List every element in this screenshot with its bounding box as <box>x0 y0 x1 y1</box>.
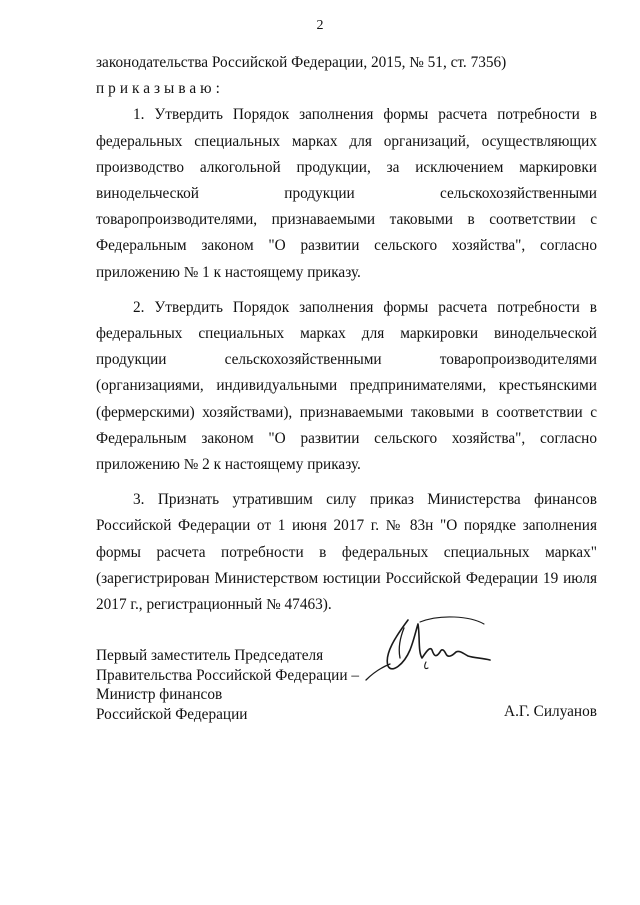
document-body <box>96 50 597 618</box>
page-number: 2 <box>316 18 324 33</box>
signatory-title <box>96 646 359 724</box>
order-word: приказываю: <box>96 80 224 98</box>
handwritten-signature <box>360 608 510 688</box>
signatory-title-line-2: Правительства Российской Федерации – <box>96 666 360 684</box>
intro-line: законодательства Российской Федерации, 2015, № 51, ст. 7356) <box>96 54 507 71</box>
signatory-title-line-3: Министр финансов <box>96 686 223 703</box>
order-item-2: 2. Утвердить Порядок заполнения формы расчета потребности в федеральных специальных марках для маркировки винодельческой продукции сельскохозяйственными товаропроизводителями (организациями, индивидуальными предпринимателями, крестьянскими (фермерскими) хозяйствами), признаваемыми таковыми в соответствии с Федеральным законом "О развитии сельского хозяйства", согласно приложению № 2 к настоящему приказу. <box>96 298 597 474</box>
signatory-title-line-1: Первый заместитель Председателя <box>96 647 324 664</box>
order-item-3: 3. Признать утратившим силу приказ Министерства финансов Российской Федерации от 1 июня 2017 г. № 83н "О порядке заполнения формы расчета потребности в федеральных специальных марках" (зарегистрирован Министерством юстиции Российской Федерации 19 июля 2017 г., регистрационный № 47463). <box>96 491 597 614</box>
signatory-title-line-4: Российской Федерации <box>96 705 248 723</box>
order-item-1: 1. Утвердить Порядок заполнения формы расчета потребности в федеральных специальных марках для организаций, осуществляющих производство алкогольной продукции, за исключением маркировки винодельческой продукции сельскохозяйственными товаропроизводителями, признаваемыми таковыми в соответствии с Федеральным законом "О развитии сельского хозяйства", согласно приложению № 1 к настоящему приказу. <box>96 106 597 281</box>
signer-name: А.Г. Силуанов <box>504 703 597 720</box>
